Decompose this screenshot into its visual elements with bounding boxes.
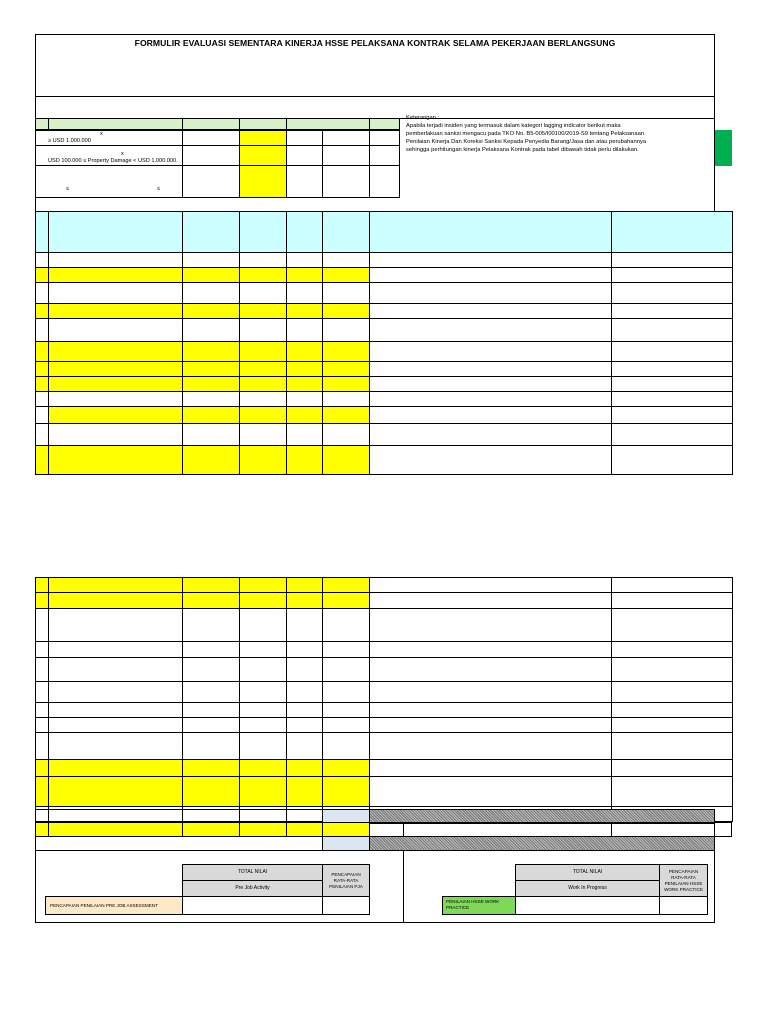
table-cell [35,702,49,718]
table-cell[interactable] [239,391,287,407]
left-achievement-label: PENCAPAIAN PENILAIAN PRE JOB ASSESSMENT [45,896,183,915]
table-cell[interactable] [182,759,240,777]
table-cell [35,681,49,703]
table-cell [48,717,183,733]
table-cell[interactable] [239,445,287,475]
table-cell[interactable] [286,641,323,658]
table-cell[interactable] [369,303,612,319]
criteria-mark-2: x [121,151,124,157]
sheet-tab-marker[interactable] [714,130,732,166]
table-cell[interactable] [239,717,287,733]
table-cell[interactable] [286,732,323,760]
table-cell[interactable] [369,282,612,304]
table-cell[interactable] [239,423,287,446]
table-cell [35,592,49,609]
table-cell [35,732,49,760]
criteria-input-3[interactable] [239,165,287,198]
table-cell[interactable] [369,717,612,733]
table-cell[interactable] [286,267,323,283]
table-cell[interactable] [369,376,612,392]
table-cell [48,657,183,682]
left-average-value[interactable] [322,896,370,915]
table-cell [35,361,49,377]
table-cell[interactable] [239,361,287,377]
table-cell[interactable] [322,641,370,658]
table-cell[interactable] [369,423,612,446]
table-cell [35,641,49,658]
table-cell [48,391,183,407]
table-cell[interactable] [611,423,733,446]
table-cell[interactable] [611,657,733,682]
table-row [35,822,370,837]
right-average-value[interactable] [659,896,708,915]
table-cell [48,423,183,446]
table-cell[interactable] [369,318,612,342]
totals-hatched-overlay [369,836,715,851]
table-cell[interactable] [322,282,370,304]
table-cell [35,759,49,777]
table-cell [48,406,183,424]
table-cell [35,391,49,407]
table-cell[interactable] [239,267,287,283]
table-cell [35,282,49,304]
table-cell[interactable] [369,702,612,718]
table-cell[interactable] [369,776,612,807]
table-cell[interactable] [369,608,612,642]
table-cell[interactable] [286,282,323,304]
table-cell [48,376,183,392]
table-cell[interactable] [322,252,370,268]
table-row [611,822,732,837]
table-header-cell [239,211,287,253]
table-cell [48,702,183,718]
keterangan-line-3: Penilaian Kinerja Dan Koreksi Sanksi Kepada Penyedia Barang/Jasa dan atau perubahannya [406,139,647,145]
criteria-mark-3b: ≤ [157,186,161,192]
table-cell[interactable] [182,577,240,593]
table-cell[interactable] [611,592,733,609]
table-row [369,822,612,837]
table-cell[interactable] [369,681,612,703]
table-cell[interactable] [369,391,612,407]
table-cell[interactable] [322,608,370,642]
table-cell[interactable] [286,681,323,703]
table-cell [48,732,183,760]
keterangan-line-1: Apabila terjadi insiden yang termasuk dalam kategori lagging indicator berikut maka [406,123,621,129]
table-cell [35,252,49,268]
table-cell[interactable] [239,776,287,807]
table-cell [35,717,49,733]
table-cell [35,341,49,362]
table-cell[interactable] [322,303,370,319]
spacer-row [35,96,715,119]
table-cell[interactable] [322,341,370,362]
right-activity-label: Work In Progress [515,880,660,897]
table-cell[interactable] [322,759,370,777]
table-cell [35,776,49,807]
table-cell[interactable] [286,303,323,319]
table-cell[interactable] [286,592,323,609]
table-header-cell [611,211,733,253]
table-cell[interactable] [182,303,240,319]
table-cell [35,376,49,392]
left-total-label: TOTAL NILAI [182,864,323,881]
table-cell[interactable] [611,282,733,304]
table-cell[interactable] [322,702,370,718]
table-cell[interactable] [611,252,733,268]
table-cell[interactable] [611,341,733,362]
table-cell [35,267,49,283]
table-cell[interactable] [322,318,370,342]
table-cell [48,759,183,777]
table-cell [48,681,183,703]
table-cell [48,303,183,319]
table-cell[interactable] [369,641,612,658]
table-cell[interactable] [611,445,733,475]
table-cell[interactable] [286,608,323,642]
table-cell[interactable] [369,267,612,283]
table-cell[interactable] [286,759,323,777]
table-header-cell [286,211,323,253]
table-cell [48,361,183,377]
table-cell [35,303,49,319]
table-cell[interactable] [322,577,370,593]
table-cell[interactable] [286,361,323,377]
table-cell [48,776,183,807]
table-cell[interactable] [322,423,370,446]
table-cell[interactable] [182,406,240,424]
table-cell[interactable] [182,361,240,377]
table-cell[interactable] [182,341,240,362]
table-cell [35,577,49,593]
table-cell[interactable] [286,657,323,682]
table-cell[interactable] [182,717,240,733]
table-cell[interactable] [611,303,733,319]
table-cell [35,657,49,682]
table-cell[interactable] [239,732,287,760]
table-cell [48,608,183,642]
table-cell[interactable] [369,361,612,377]
table-cell[interactable] [239,592,287,609]
table-cell[interactable] [239,318,287,342]
table-cell[interactable] [611,717,733,733]
table-cell [35,445,49,475]
table-cell[interactable] [239,577,287,593]
table-cell[interactable] [286,376,323,392]
table-cell[interactable] [611,361,733,377]
table-cell [35,608,49,642]
table-cell[interactable] [239,608,287,642]
criteria-text-1: ≥ USD 1.000.000 [48,138,91,144]
table-cell[interactable] [286,776,323,807]
table-cell [48,252,183,268]
totals-row-overlay [35,836,323,851]
table-cell[interactable] [322,592,370,609]
criteria-input-2[interactable] [239,145,287,166]
table-cell[interactable] [286,391,323,407]
table-header-cell [48,211,183,253]
table-header-cell [369,211,612,253]
table-cell[interactable] [182,702,240,718]
table-cell[interactable] [611,267,733,283]
table-cell [48,592,183,609]
table-cell [35,406,49,424]
table-cell[interactable] [369,445,612,475]
table-cell[interactable] [322,406,370,424]
table-cell[interactable] [369,406,612,424]
table-cell[interactable] [286,717,323,733]
table-cell[interactable] [182,282,240,304]
table-cell [35,423,49,446]
table-cell[interactable] [182,681,240,703]
table-cell[interactable] [611,759,733,777]
criteria-row-3 [35,165,400,198]
criteria-header [35,118,400,130]
table-cell[interactable] [182,608,240,642]
table-cell[interactable] [239,282,287,304]
table-cell [35,318,49,342]
table-cell[interactable] [611,406,733,424]
table-cell[interactable] [611,376,733,392]
table-header-cell [35,211,49,253]
table-cell[interactable] [239,376,287,392]
right-achievement-value[interactable] [515,896,660,915]
table-cell[interactable] [322,681,370,703]
table-cell[interactable] [286,318,323,342]
table-cell[interactable] [239,252,287,268]
table-cell[interactable] [611,702,733,718]
criteria-input-1[interactable] [239,130,287,146]
table-cell[interactable] [369,577,612,593]
table-cell [48,641,183,658]
table-cell[interactable] [239,303,287,319]
table-cell[interactable] [322,361,370,377]
table-cell[interactable] [611,681,733,703]
table-cell [48,577,183,593]
table-cell[interactable] [286,702,323,718]
table-cell[interactable] [369,759,612,777]
left-average-label: PENCAPAIAN RATA-RATA PENILAIAN PJA [322,864,370,897]
table-cell [48,341,183,362]
right-total-label: TOTAL NILAI [515,864,660,881]
form-title: FORMULIR EVALUASI SEMENTARA KINERJA HSSE PELAKSANA KONTRAK SELAMA PEKERJAAN BERLANGSUNG [134,38,616,48]
table-cell[interactable] [182,641,240,658]
table-cell[interactable] [322,657,370,682]
table-cell [48,445,183,475]
table-header-cell [182,211,240,253]
table-header-cell [322,211,370,253]
table-cell[interactable] [369,341,612,362]
table-cell[interactable] [286,577,323,593]
table-cell[interactable] [182,423,240,446]
table-cell[interactable] [611,318,733,342]
criteria-text-2: USD 100.000 ≤ Property Damage < USD 1.000.000. [48,158,178,164]
table-cell [48,318,183,342]
table-cell[interactable] [322,376,370,392]
table-cell[interactable] [611,608,733,642]
table-cell[interactable] [286,252,323,268]
table-cell [48,267,183,283]
table-cell[interactable] [182,318,240,342]
table-cell[interactable] [322,717,370,733]
table-cell[interactable] [182,776,240,807]
table-cell[interactable] [239,406,287,424]
criteria-mark-1: x [100,131,103,137]
table-cell[interactable] [322,267,370,283]
table-cell[interactable] [322,776,370,807]
table-cell[interactable] [369,592,612,609]
keterangan-line-4: sehingga perhitungan kinerja Pelaksana Kontrak pada tabel dibawah tidak perlu dilakukan. [406,147,639,153]
table-cell[interactable] [611,732,733,760]
table-cell[interactable] [286,423,323,446]
left-activity-label: Pre Job Activity [182,880,323,897]
table-cell[interactable] [182,376,240,392]
table-cell[interactable] [182,732,240,760]
table-cell[interactable] [322,391,370,407]
criteria-mark-3a: ≤ [66,186,70,192]
table-cell[interactable] [369,732,612,760]
table-cell[interactable] [239,341,287,362]
table-cell[interactable] [239,702,287,718]
table-cell[interactable] [182,391,240,407]
table-cell[interactable] [322,732,370,760]
keterangan-heading: Keterangan : [406,115,440,121]
table-cell[interactable] [322,445,370,475]
table-cell[interactable] [611,391,733,407]
table-cell[interactable] [369,657,612,682]
table-cell[interactable] [182,252,240,268]
table-cell[interactable] [239,657,287,682]
table-cell[interactable] [182,592,240,609]
table-cell[interactable] [286,406,323,424]
keterangan-line-2: pemberlakuan sanksi mengacu pada TKO No. B5-005/I00100/2019-S9 tentang Pelaksanaan [406,131,645,137]
right-average-label: PENCAPAIAN RATA-RATA PENILAIAN HSSE WORK PRACTICE [659,864,708,897]
right-achievement-label: PENILAIAN HSSE WORK PRACTICE [442,896,516,915]
table-cell[interactable] [182,267,240,283]
table-cell [48,282,183,304]
table-cell[interactable] [369,252,612,268]
table-cell[interactable] [239,759,287,777]
left-achievement-value[interactable] [182,896,323,915]
table-cell[interactable] [611,776,733,807]
table-cell[interactable] [611,641,733,658]
table-cell[interactable] [286,445,323,475]
table-cell[interactable] [182,445,240,475]
table-cell[interactable] [182,657,240,682]
table-cell[interactable] [611,577,733,593]
total-score-cell-overlay[interactable] [322,836,370,851]
table-cell[interactable] [286,341,323,362]
table-cell[interactable] [239,681,287,703]
table-cell[interactable] [239,641,287,658]
